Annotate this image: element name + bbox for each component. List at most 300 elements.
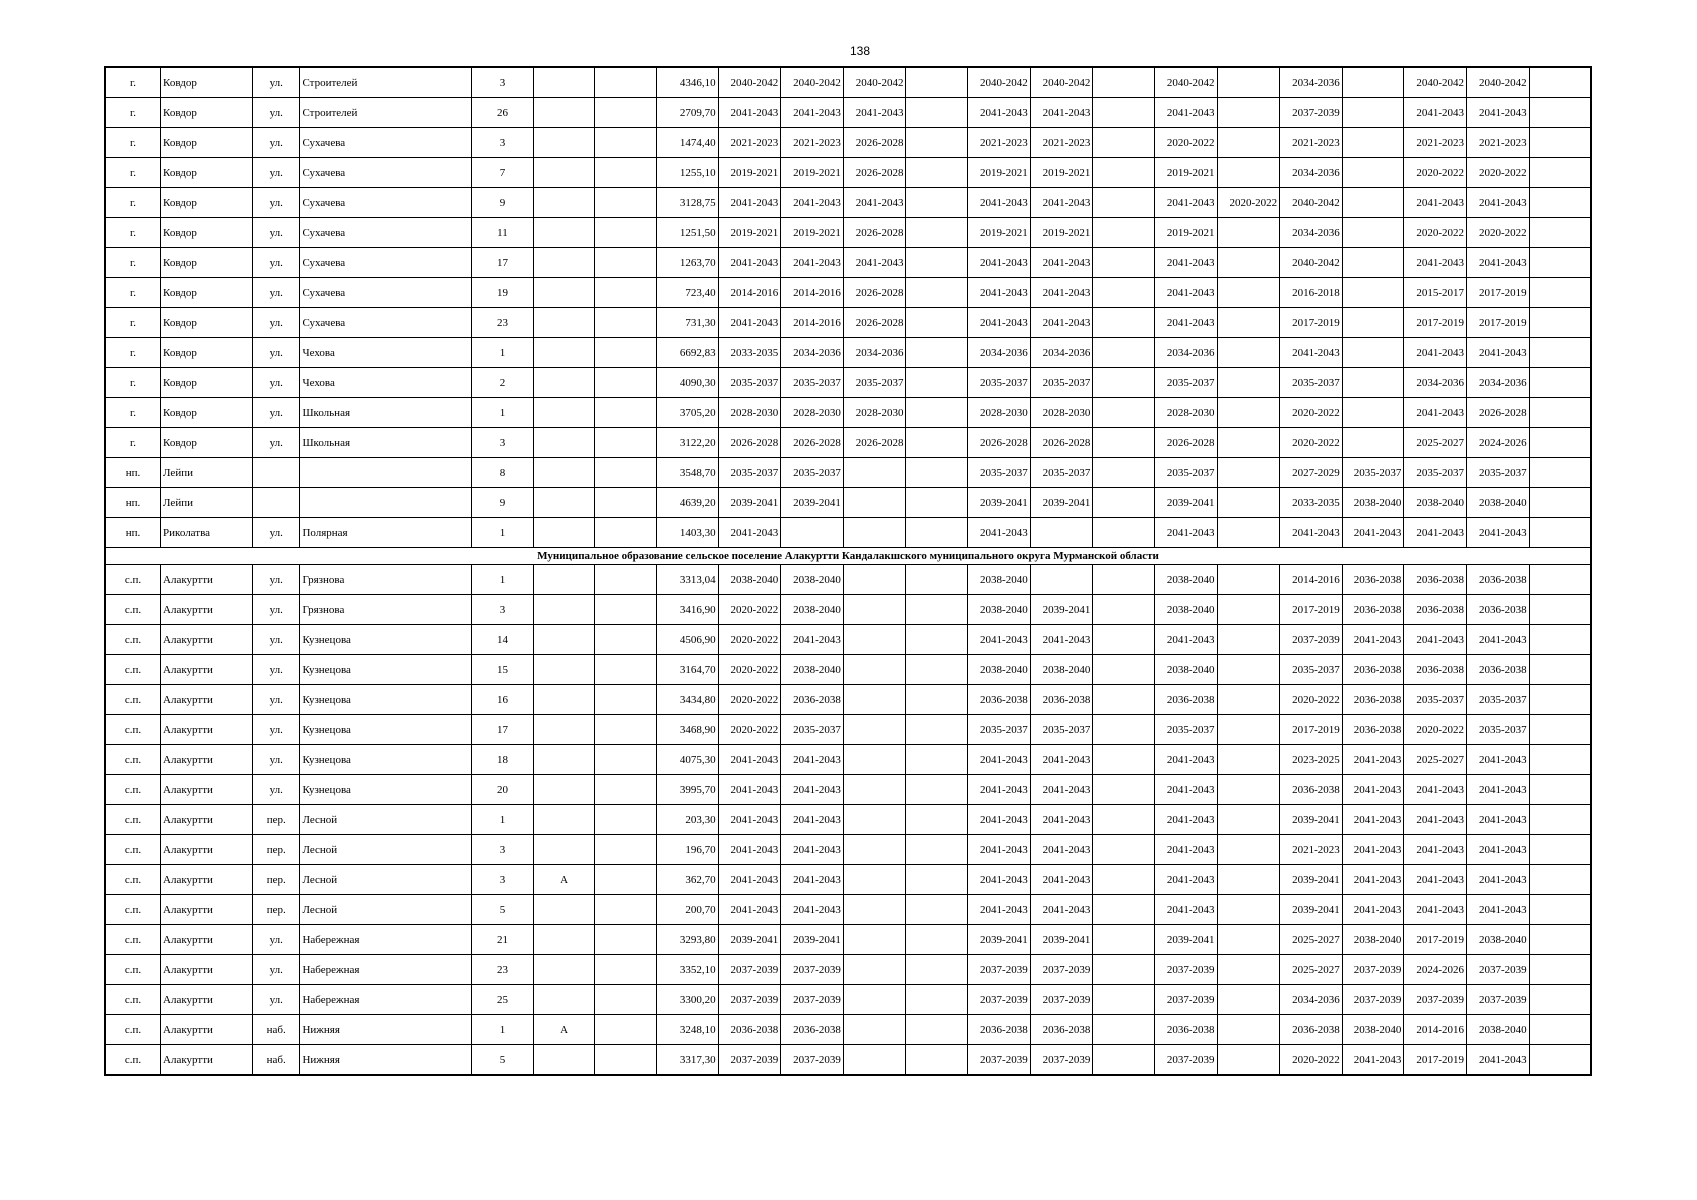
table-cell: 2041-2043	[1404, 518, 1467, 548]
table-cell	[906, 955, 968, 985]
table-cell: 1	[472, 398, 534, 428]
table-cell	[533, 158, 595, 188]
table-cell	[595, 835, 657, 865]
table-cell: г.	[105, 278, 161, 308]
table-cell: 2020-2022	[718, 655, 781, 685]
table-cell: 1	[472, 338, 534, 368]
table-cell: 2041-2043	[1404, 338, 1467, 368]
table-cell: 2041-2043	[1404, 98, 1467, 128]
table-cell	[906, 805, 968, 835]
table-cell: 2037-2039	[1467, 985, 1530, 1015]
table-cell: г.	[105, 398, 161, 428]
table-cell: 11	[472, 218, 534, 248]
table-cell	[595, 685, 657, 715]
table-cell	[300, 458, 472, 488]
table-cell: 2038-2040	[1154, 595, 1217, 625]
table-cell: 2040-2042	[1030, 67, 1093, 98]
table-cell	[533, 338, 595, 368]
table-cell: 1	[472, 805, 534, 835]
table-cell	[1093, 338, 1155, 368]
table-cell	[1030, 565, 1093, 595]
table-cell: 2041-2043	[718, 895, 781, 925]
table-cell: 2026-2028	[843, 158, 906, 188]
table-cell	[781, 518, 844, 548]
table-cell	[533, 775, 595, 805]
table-cell: 2020-2022	[1467, 218, 1530, 248]
table-cell: 2038-2040	[968, 595, 1031, 625]
table-cell: 2039-2041	[1154, 925, 1217, 955]
table-cell: 2041-2043	[968, 805, 1031, 835]
section-header-row	[105, 548, 1591, 565]
table-cell: 2041-2043	[1154, 805, 1217, 835]
table-cell: ул.	[252, 625, 299, 655]
table-cell: с.п.	[105, 925, 161, 955]
table-cell: 2041-2043	[1030, 865, 1093, 895]
table-cell: 2041-2043	[1154, 518, 1217, 548]
table-cell	[533, 595, 595, 625]
table-cell: Строителей	[300, 67, 472, 98]
table-cell: 25	[472, 985, 534, 1015]
table-cell: 2036-2038	[968, 685, 1031, 715]
table-cell: 2036-2038	[1342, 595, 1404, 625]
table-cell: 2036-2038	[1030, 1015, 1093, 1045]
table-cell: 2041-2043	[1154, 835, 1217, 865]
table-cell	[595, 1045, 657, 1076]
table-cell: 2034-2036	[1280, 158, 1343, 188]
table-cell: 2041-2043	[781, 865, 844, 895]
table-cell	[1529, 595, 1591, 625]
table-cell: 3548,70	[656, 458, 718, 488]
table-cell: Ковдор	[161, 278, 253, 308]
table-cell: 2041-2043	[1342, 518, 1404, 548]
table-cell	[595, 98, 657, 128]
table-cell: 2041-2043	[718, 775, 781, 805]
table-cell: Лейпи	[161, 488, 253, 518]
table-row	[105, 895, 1591, 925]
table-cell	[1217, 308, 1280, 338]
table-cell	[1217, 278, 1280, 308]
table-cell: 2041-2043	[1154, 308, 1217, 338]
table-cell: 2016-2018	[1280, 278, 1343, 308]
table-cell: 2017-2019	[1467, 278, 1530, 308]
table-cell: 2041-2043	[968, 625, 1031, 655]
table-cell: Алакуртти	[161, 865, 253, 895]
table-cell: Чехова	[300, 368, 472, 398]
table-row	[105, 248, 1591, 278]
table-cell: Ковдор	[161, 98, 253, 128]
table-cell	[1093, 308, 1155, 338]
table-cell	[1342, 188, 1404, 218]
table-cell	[533, 745, 595, 775]
table-cell: 2041-2043	[968, 278, 1031, 308]
table-cell: Ковдор	[161, 218, 253, 248]
table-cell: 2041-2043	[1404, 398, 1467, 428]
table-cell	[906, 248, 968, 278]
table-cell: 723,40	[656, 278, 718, 308]
table-cell: 2038-2040	[968, 565, 1031, 595]
table-row	[105, 488, 1591, 518]
table-cell	[533, 128, 595, 158]
table-cell: ул.	[252, 595, 299, 625]
table-cell	[1093, 248, 1155, 278]
housing-repair-table	[104, 66, 1592, 1076]
table-cell: 2041-2043	[781, 835, 844, 865]
table-cell: 8	[472, 458, 534, 488]
table-cell: 3705,20	[656, 398, 718, 428]
table-cell: 2041-2043	[718, 98, 781, 128]
table-cell: 3	[472, 428, 534, 458]
table-cell: 2014-2016	[1404, 1015, 1467, 1045]
table-cell: 3313,04	[656, 565, 718, 595]
table-cell	[1217, 67, 1280, 98]
table-cell: 3300,20	[656, 985, 718, 1015]
table-cell: 2014-2016	[781, 308, 844, 338]
table-cell: 2034-2036	[843, 338, 906, 368]
table-cell: 2040-2042	[1280, 248, 1343, 278]
table-cell: с.п.	[105, 835, 161, 865]
table-cell: 2036-2038	[1342, 685, 1404, 715]
table-cell: 1403,30	[656, 518, 718, 548]
table-cell	[1093, 398, 1155, 428]
table-cell: 2038-2040	[781, 565, 844, 595]
table-cell: Строителей	[300, 98, 472, 128]
table-cell	[1342, 338, 1404, 368]
table-cell: Набережная	[300, 985, 472, 1015]
table-cell: 2026-2028	[968, 428, 1031, 458]
table-cell: 2037-2039	[1154, 985, 1217, 1015]
table-cell: 2041-2043	[781, 805, 844, 835]
table-cell: 2021-2023	[718, 128, 781, 158]
table-cell: с.п.	[105, 595, 161, 625]
table-cell: с.п.	[105, 895, 161, 925]
table-cell: 2035-2037	[843, 368, 906, 398]
table-cell: 2041-2043	[968, 188, 1031, 218]
table-cell	[533, 218, 595, 248]
table-cell	[1529, 98, 1591, 128]
table-cell	[1342, 428, 1404, 458]
table-cell: 21	[472, 925, 534, 955]
table-row	[105, 158, 1591, 188]
table-cell: 3164,70	[656, 655, 718, 685]
table-cell: с.п.	[105, 655, 161, 685]
table-cell	[906, 865, 968, 895]
table-cell	[906, 128, 968, 158]
table-cell: 2035-2037	[1404, 458, 1467, 488]
table-cell	[906, 398, 968, 428]
table-cell: Набережная	[300, 955, 472, 985]
table-cell: 2041-2043	[1467, 338, 1530, 368]
table-cell: 17	[472, 715, 534, 745]
table-row	[105, 625, 1591, 655]
table-cell	[843, 715, 906, 745]
table-cell: 2020-2022	[1404, 218, 1467, 248]
table-cell: г.	[105, 218, 161, 248]
table-row	[105, 338, 1591, 368]
table-cell: 2014-2016	[1280, 565, 1343, 595]
table-cell: 2036-2038	[1030, 685, 1093, 715]
table-cell: 2037-2039	[1030, 1045, 1093, 1076]
table-cell: 2020-2022	[718, 625, 781, 655]
table-cell: 2035-2037	[1280, 368, 1343, 398]
table-cell: 2036-2038	[781, 1015, 844, 1045]
table-cell: Кузнецова	[300, 745, 472, 775]
table-cell: 2038-2040	[1030, 655, 1093, 685]
table-cell	[906, 925, 968, 955]
table-cell: 2036-2038	[1280, 775, 1343, 805]
table-cell: Грязнова	[300, 595, 472, 625]
table-cell: 2036-2038	[781, 685, 844, 715]
table-cell: 2027-2029	[1280, 458, 1343, 488]
table-cell: 2041-2043	[1467, 805, 1530, 835]
table-cell	[1217, 655, 1280, 685]
table-cell: ул.	[252, 925, 299, 955]
table-row	[105, 218, 1591, 248]
table-cell	[1217, 158, 1280, 188]
table-cell	[843, 805, 906, 835]
table-cell: 2037-2039	[781, 1045, 844, 1076]
table-cell	[1342, 308, 1404, 338]
table-cell: 2035-2037	[1030, 715, 1093, 745]
table-cell: Алакуртти	[161, 565, 253, 595]
table-cell: 2020-2022	[1404, 158, 1467, 188]
table-cell: 2041-2043	[781, 625, 844, 655]
table-cell	[1093, 128, 1155, 158]
table-cell: 2041-2043	[968, 835, 1031, 865]
table-cell	[533, 428, 595, 458]
table-cell	[1093, 895, 1155, 925]
table-cell: 1474,40	[656, 128, 718, 158]
table-row	[105, 685, 1591, 715]
table-cell: Лесной	[300, 865, 472, 895]
table-cell: 2034-2036	[1030, 338, 1093, 368]
table-cell: 1255,10	[656, 158, 718, 188]
table-cell: 2041-2043	[1404, 895, 1467, 925]
table-cell: 2041-2043	[968, 248, 1031, 278]
table-cell: 1	[472, 565, 534, 595]
table-cell	[595, 865, 657, 895]
table-cell: 2	[472, 368, 534, 398]
table-cell: 2035-2037	[1154, 458, 1217, 488]
table-cell	[1529, 428, 1591, 458]
table-cell: 3	[472, 835, 534, 865]
table-cell: 2041-2043	[718, 745, 781, 775]
table-cell	[595, 398, 657, 428]
table-cell: 2035-2037	[1467, 458, 1530, 488]
table-cell: 2035-2037	[968, 368, 1031, 398]
table-cell: 2041-2043	[781, 188, 844, 218]
table-cell	[1093, 158, 1155, 188]
table-cell: 2034-2036	[1280, 985, 1343, 1015]
table-cell: с.п.	[105, 805, 161, 835]
table-cell: 2041-2043	[718, 188, 781, 218]
table-cell	[533, 625, 595, 655]
table-cell: 2709,70	[656, 98, 718, 128]
table-cell	[1217, 955, 1280, 985]
table-cell	[843, 985, 906, 1015]
table-cell	[1529, 398, 1591, 428]
table-cell: 2041-2043	[843, 188, 906, 218]
table-cell: 3995,70	[656, 775, 718, 805]
table-cell: 9	[472, 188, 534, 218]
table-cell: Ковдор	[161, 308, 253, 338]
table-cell	[1093, 925, 1155, 955]
table-cell	[1529, 188, 1591, 218]
table-cell: Алакуртти	[161, 1045, 253, 1076]
table-cell: 2041-2043	[968, 865, 1031, 895]
table-cell	[906, 518, 968, 548]
table-cell	[1342, 398, 1404, 428]
table-cell	[906, 745, 968, 775]
table-row	[105, 955, 1591, 985]
table-cell: 2035-2037	[1154, 368, 1217, 398]
table-cell: 2041-2043	[1154, 278, 1217, 308]
table-cell	[1217, 625, 1280, 655]
table-cell: с.п.	[105, 955, 161, 985]
table-cell: 2036-2038	[968, 1015, 1031, 1045]
table-row	[105, 308, 1591, 338]
table-cell: ул.	[252, 308, 299, 338]
table-cell: 2041-2043	[1467, 248, 1530, 278]
table-cell: ул.	[252, 188, 299, 218]
table-cell: Чехова	[300, 338, 472, 368]
table-cell: ул.	[252, 985, 299, 1015]
table-cell	[300, 488, 472, 518]
table-cell	[1093, 98, 1155, 128]
table-cell: 2041-2043	[1154, 188, 1217, 218]
table-cell	[1093, 805, 1155, 835]
table-row	[105, 98, 1591, 128]
table-cell: 3434,80	[656, 685, 718, 715]
table-cell: 7	[472, 158, 534, 188]
table-cell	[533, 985, 595, 1015]
table-cell: 3	[472, 67, 534, 98]
table-cell: Лесной	[300, 895, 472, 925]
table-cell: 2021-2023	[1280, 128, 1343, 158]
table-cell: Нижняя	[300, 1045, 472, 1076]
table-cell: 2026-2028	[843, 278, 906, 308]
table-cell	[595, 488, 657, 518]
table-cell: ул.	[252, 955, 299, 985]
table-cell: 2020-2022	[1280, 685, 1343, 715]
table-cell	[906, 67, 968, 98]
table-cell	[906, 685, 968, 715]
table-cell	[906, 278, 968, 308]
table-cell: 2041-2043	[1030, 895, 1093, 925]
table-cell: 2038-2040	[1467, 1015, 1530, 1045]
table-cell: 2035-2037	[1342, 458, 1404, 488]
table-cell	[1093, 188, 1155, 218]
table-cell: 2041-2043	[1467, 1045, 1530, 1076]
table-cell: 4090,30	[656, 368, 718, 398]
table-cell: 2036-2038	[1280, 1015, 1343, 1045]
table-cell	[1529, 685, 1591, 715]
table-cell	[595, 775, 657, 805]
table-cell: 2028-2030	[968, 398, 1031, 428]
table-cell	[906, 835, 968, 865]
table-cell: 2041-2043	[718, 308, 781, 338]
table-cell: Школьная	[300, 428, 472, 458]
table-cell	[906, 715, 968, 745]
table-cell: 203,30	[656, 805, 718, 835]
table-cell	[1529, 1015, 1591, 1045]
table-cell	[1342, 248, 1404, 278]
table-cell	[1529, 278, 1591, 308]
table-cell: 2041-2043	[1404, 248, 1467, 278]
table-cell	[533, 458, 595, 488]
table-row	[105, 128, 1591, 158]
table-cell: с.п.	[105, 1045, 161, 1076]
table-cell	[1529, 67, 1591, 98]
table-cell: Кузнецова	[300, 775, 472, 805]
table-cell	[906, 488, 968, 518]
table-cell: 2017-2019	[1404, 308, 1467, 338]
table-cell: 2035-2037	[1467, 715, 1530, 745]
table-cell: Алакуртти	[161, 715, 253, 745]
table-cell: 2036-2038	[1467, 655, 1530, 685]
table-cell: 2040-2042	[1280, 188, 1343, 218]
table-cell	[906, 428, 968, 458]
table-cell	[595, 1015, 657, 1045]
section-header-group	[105, 548, 1591, 565]
table-cell: 2038-2040	[1154, 655, 1217, 685]
table-cell	[533, 518, 595, 548]
table-cell	[533, 1045, 595, 1076]
table-row	[105, 715, 1591, 745]
table-cell	[1342, 278, 1404, 308]
table-cell	[1529, 308, 1591, 338]
table-cell: Алакуртти	[161, 955, 253, 985]
table-cell: 2040-2042	[1154, 67, 1217, 98]
table-cell	[1093, 67, 1155, 98]
table-cell: 2020-2022	[1217, 188, 1280, 218]
table-cell: 3416,90	[656, 595, 718, 625]
table-cell	[533, 98, 595, 128]
table-cell: 5	[472, 895, 534, 925]
table-cell: 2028-2030	[1030, 398, 1093, 428]
table-cell	[533, 835, 595, 865]
table-cell	[843, 835, 906, 865]
table-cell	[1217, 685, 1280, 715]
table-cell: 2037-2039	[718, 1045, 781, 1076]
table-cell: ул.	[252, 775, 299, 805]
table-cell: ул.	[252, 518, 299, 548]
table-cell	[1529, 835, 1591, 865]
table-cell: 2041-2043	[1404, 805, 1467, 835]
table-cell: 2015-2017	[1404, 278, 1467, 308]
table-cell	[533, 685, 595, 715]
table-cell: 2041-2043	[718, 835, 781, 865]
table-cell: нп.	[105, 518, 161, 548]
table-cell: Алакуртти	[161, 835, 253, 865]
table-cell: пер.	[252, 865, 299, 895]
table-cell	[1217, 775, 1280, 805]
table-cell: Лесной	[300, 835, 472, 865]
table-cell	[1342, 67, 1404, 98]
table-cell	[1217, 368, 1280, 398]
table-cell: 2035-2037	[781, 715, 844, 745]
table-cell	[1217, 428, 1280, 458]
table-cell: ул.	[252, 398, 299, 428]
table-cell: 2024-2026	[1404, 955, 1467, 985]
table-cell	[1529, 338, 1591, 368]
table-cell: 2041-2043	[1404, 625, 1467, 655]
table-cell: 2041-2043	[968, 745, 1031, 775]
table-cell	[1217, 865, 1280, 895]
table-cell	[595, 458, 657, 488]
table-cell: г.	[105, 98, 161, 128]
table-cell: 2038-2040	[1404, 488, 1467, 518]
table-cell: Нижняя	[300, 1015, 472, 1045]
